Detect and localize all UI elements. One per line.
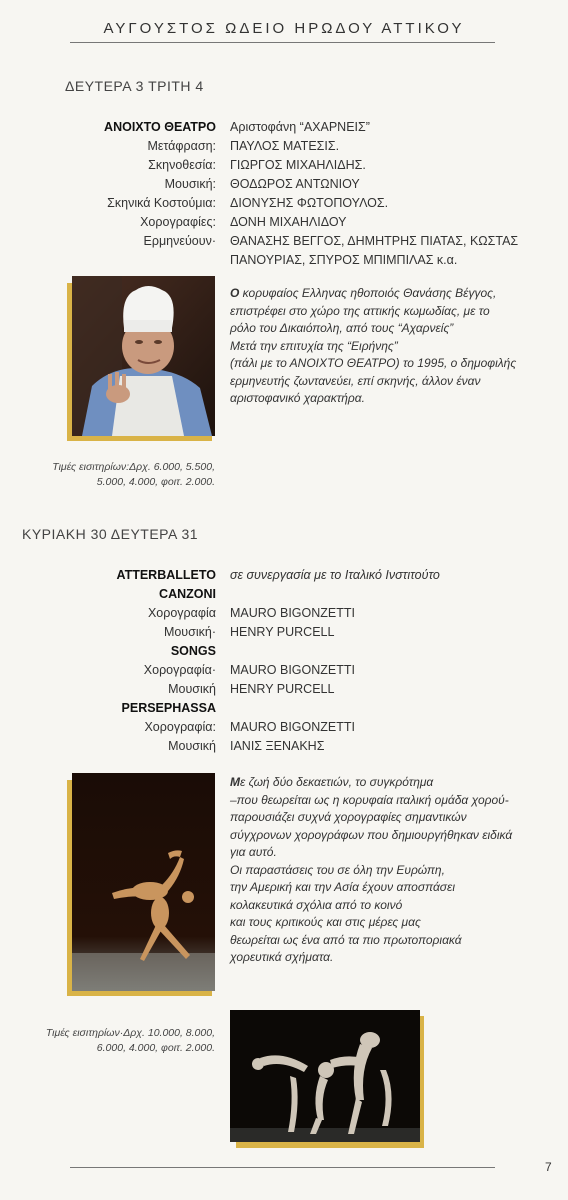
credit-label: Μουσική — [168, 739, 216, 753]
photo-dancers-2 — [230, 1010, 420, 1142]
credit-label: Σκηνοθεσία: — [148, 158, 216, 172]
credit-value: ΠΑΝΟΥΡΙΑΣ, ΣΠΥΡΟΣ ΜΠΙΜΠΙΛΑΣ κ.α. — [230, 253, 458, 267]
credit-value: ΘΟΔΩΡΟΣ ΑΝΤΩΝΙΟΥ — [230, 177, 360, 191]
description-line: αριστοφανικό χαρακτήρα. — [230, 391, 365, 405]
price-line: Τιμές εισιτηρίων·Δρχ. 10.000, 8.000, — [45, 1027, 215, 1039]
price-line: 5.000, 4.000, φοιτ. 2.000. — [96, 476, 215, 488]
price-line: 6.000, 4.000, φοιτ. 2.000. — [96, 1042, 215, 1054]
description-line: χορευτικά σχήματα. — [230, 950, 334, 964]
photo-dancers-1-art — [72, 773, 215, 991]
credit-value: ΔΙΟΝΥΣΗΣ ΦΩΤΟΠΟΥΛΟΣ. — [230, 196, 389, 210]
credit-value: HENRY PURCELL — [230, 682, 335, 696]
credit-value: HENRY PURCELL — [230, 625, 335, 639]
event2-description — [230, 774, 550, 967]
credit-value: MAURO BIGONZETTI — [230, 663, 355, 677]
work-title-songs: SONGS — [170, 644, 216, 658]
photo-vengos-art — [72, 276, 215, 436]
work-title-persephassa: PERSEPHASSA — [121, 701, 216, 715]
description-line: ρόλο του Δικαιόπολη, από τους “Αχαρνείς” — [230, 321, 454, 335]
credit-value: ΓΙΩΡΓΟΣ ΜΙΧΑΗΛΙΔΗΣ. — [230, 158, 366, 172]
credit-label: Χορογραφία — [147, 606, 216, 620]
credit-label: Μουσική — [168, 682, 216, 696]
page-header-title: ΑΥΓΟΥΣΤΟΣ ΩΔΕΙΟ ΗΡΩΔΟΥ ΑΤΤΙΚΟΥ — [103, 20, 465, 37]
drop-letter: Ο — [230, 286, 240, 300]
credit-value: ΙΑΝΙΣ ΞΕΝΑΚΗΣ — [230, 739, 325, 753]
description-line — [230, 774, 550, 792]
description-line: για αυτό. — [230, 845, 277, 859]
credit-label: Ερμηνεύουν· — [143, 234, 216, 248]
event1-play-title: Αριστοφάνη “ΑΧΑΡΝΕΙΣ” — [230, 120, 370, 134]
credit-label: Χορογραφία: — [144, 720, 216, 734]
credit-value: ΠΑΥΛΟΣ ΜΑΤΕΣΙΣ. — [230, 139, 340, 153]
description-line: κολακευτικά σχόλια από το κοινό — [230, 897, 403, 912]
description-line: παρουσιάζει συχνά χορογραφίες σημαντικών — [230, 810, 467, 824]
work-title-canzoni: CANZONI — [159, 587, 216, 601]
event2-collaboration: σε συνεργασία με το Ιταλικό Ινστιτούτο — [230, 568, 440, 582]
event1-company: ΑΝΟΙΧΤΟ ΘΕΑΤΡΟ — [104, 120, 216, 134]
drop-letter: Μ — [230, 775, 240, 789]
credit-label: Μετάφραση: — [147, 139, 216, 153]
credit-label: Σκηνικά Κοστούμια: — [107, 196, 216, 210]
credit-label: Χορογραφία· — [143, 663, 216, 677]
event1-credits — [0, 118, 568, 278]
credit-value: MAURO BIGONZETTI — [230, 720, 355, 734]
description-line: θεωρείται ως ένα από τα πιο πρωτοποριακά — [230, 932, 462, 947]
header-rule — [70, 42, 495, 43]
description-line-rest: κορυφαίος Ελληνας ηθοποιός Θανάσης Βέγγος, — [239, 286, 497, 300]
description-line: Μετά την επιτυχία της “Ειρήνης” — [230, 338, 398, 353]
description-line: –που θεωρείται ως η κορυφαία ιταλική ομάδα χορού- — [230, 792, 509, 807]
footer-rule — [70, 1167, 495, 1168]
credit-label: Χορογραφίες: — [140, 215, 216, 229]
credit-value: ΘΑΝΑΣΗΣ ΒΕΓΓΟΣ, ΔΗΜΗΤΡΗΣ ΠΙΑΤΑΣ, ΚΩΣΤΑΣ — [230, 234, 519, 248]
event2-credits — [0, 566, 568, 756]
event2-date: ΚΥΡΙΑΚΗ 30 ΔΕΥΤΕΡΑ 31 — [22, 526, 199, 542]
photo-dancers-2-art — [230, 1010, 420, 1142]
description-line: επιστρέφει στο χώρο της αττικής κωμωδίας, με το — [230, 303, 490, 318]
page-number: 7 — [545, 1160, 552, 1174]
price-line: Τιμές εισιτηρίων:Δρχ. 6.000, 5.500, — [52, 461, 215, 473]
credit-value: ΔΟΝΗ ΜΙΧΑΗΛΙΔΟΥ — [230, 215, 347, 229]
credit-value: MAURO BIGONZETTI — [230, 606, 355, 620]
description-line: ερμηνευτής ζωντανεύει, επί σκηνής, άλλον έναν — [230, 373, 481, 388]
event2-prices — [20, 1026, 215, 1056]
event1-prices — [20, 460, 215, 490]
description-line: την Αμερική και την Ασία έχουν αποσπάσει — [230, 880, 455, 894]
description-line: και τους κριτικούς και στις μέρες μας — [230, 915, 421, 929]
photo-dancers-1 — [72, 773, 215, 991]
photo-vengos — [72, 276, 215, 436]
description-line: σύγχρονων χορογράφων που δημιουργήθηκαν ειδικά — [230, 827, 513, 842]
credit-label: Μουσική· — [163, 625, 216, 639]
event2-company: ATTERBALLETO — [116, 568, 216, 582]
credit-label: Μουσική: — [164, 177, 216, 191]
event1-description — [230, 285, 550, 408]
description-line: (πάλι με το ΑΝΟΙΧΤΟ ΘΕΑΤΡΟ) το 1995, ο δημοφιλής — [230, 356, 517, 370]
description-line — [230, 285, 550, 303]
description-line-rest: ε ζωή δύο δεκαετιών, το συγκρότημα — [240, 775, 434, 789]
description-line: Οι παραστάσεις του σε όλη την Ευρώπη, — [230, 862, 445, 877]
event1-date: ΔΕΥΤΕΡΑ 3 ΤΡΙΤΗ 4 — [65, 78, 204, 94]
